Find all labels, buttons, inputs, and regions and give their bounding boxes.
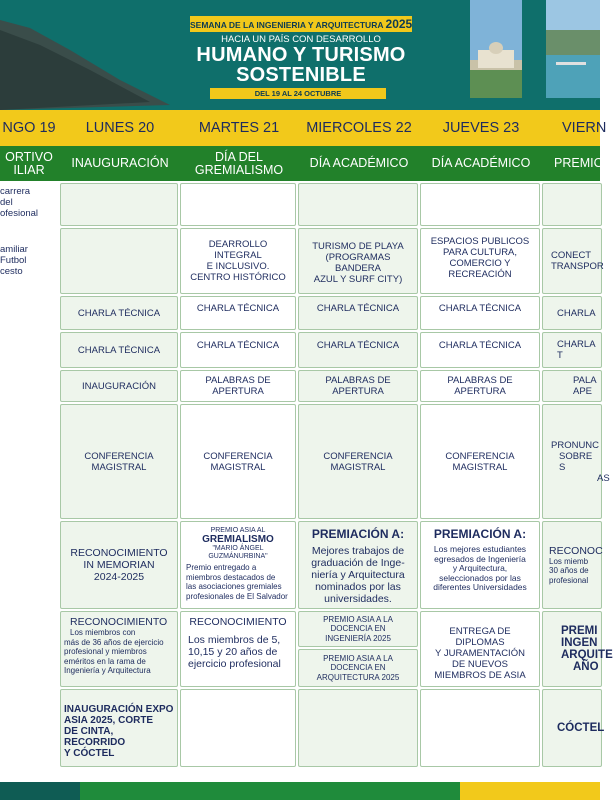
friday-charla-2: CHARLA T bbox=[542, 332, 602, 368]
thursday-charla-1: CHARLA TÉCNICA bbox=[420, 296, 540, 330]
wednesday-docencia-arquitectura: PREMIO ASIA A LA DOCENCIA EN ARQUITECTURA 2025 bbox=[298, 649, 418, 687]
sunday-row2: amiliar Futbol cesto bbox=[0, 244, 28, 277]
type-friday: PREMIC bbox=[554, 156, 603, 170]
sunday-row1: carrera del ofesional bbox=[0, 186, 39, 219]
wednesday-premiacion: PREMIACIÓN A: Mejores trabajos de graduación de Inge- niería y Arquitectura nominados por las universidades. bbox=[298, 521, 418, 609]
thursday-charla-2: CHARLA TÉCNICA bbox=[420, 332, 540, 368]
friday-palabras: PALA APE bbox=[542, 370, 602, 402]
days-bar bbox=[0, 110, 607, 146]
tuesday-row9-empty bbox=[180, 689, 296, 767]
event-tagline: SEMANA DE LA INGENIERIA Y ARQUITECTURA 2025 bbox=[190, 17, 413, 31]
tuesday-charla-1: CHARLA TÉCNICA bbox=[180, 296, 296, 330]
event-subtitle: HACIA UN PAÍS CON DESARROLLO bbox=[221, 34, 381, 45]
day-sunday: NGO 19 bbox=[2, 120, 56, 136]
tuesday-row1-empty bbox=[180, 183, 296, 226]
thursday-row9-empty bbox=[420, 689, 540, 767]
header-banner bbox=[0, 0, 600, 110]
day-tuesday: MARTES 21 bbox=[198, 120, 280, 136]
thursday-diplomas: ENTREGA DE DIPLOMAS Y JURAMENTACIÓN DE NUEVOS MIEMBROS DE ASIA bbox=[420, 611, 540, 687]
monday-conferencia: CONFERENCIA MAGISTRAL bbox=[60, 404, 178, 519]
footer-band-yellow bbox=[460, 782, 600, 800]
coastline-photo bbox=[546, 0, 600, 98]
monday-charla-1: CHARLA TÉCNICA bbox=[60, 296, 178, 330]
thursday-conferencia: CONFERENCIA MAGISTRAL bbox=[420, 404, 540, 519]
day-monday: LUNES 20 bbox=[85, 120, 155, 136]
type-sunday: ORTIVO ILIAR bbox=[5, 149, 53, 177]
wednesday-charla-1: CHARLA TÉCNICA bbox=[298, 296, 418, 330]
tuesday-palabras: PALABRAS DE APERTURA bbox=[180, 370, 296, 402]
friday-charla-1: CHARLA bbox=[542, 296, 602, 330]
wednesday-palabras: PALABRAS DE APERTURA bbox=[298, 370, 418, 402]
wednesday-docencia-ingenieria: PREMIO ASIA A LA DOCENCIA EN INGENIERÍA 2025 bbox=[298, 611, 418, 647]
wednesday-turismo-playa: TURISMO DE PLAYA (PROGRAMAS BANDERA AZUL Y SURF CITY) bbox=[298, 228, 418, 294]
type-monday: INAUGURACIÓN bbox=[71, 156, 169, 170]
friday-premio-ingenieria: PREMI INGEN ARQUITE AÑO bbox=[542, 611, 602, 687]
tuesday-reconocimiento: RECONOCIMIENTO Los miembros de 5, 10,15 y 20 años de ejercicio profesional bbox=[180, 611, 296, 687]
wednesday-row9-empty bbox=[298, 689, 418, 767]
wednesday-conferencia: CONFERENCIA MAGISTRAL bbox=[298, 404, 418, 519]
tuesday-centro-historico: DEARROLLO INTEGRAL E INCLUSIVO. CENTRO HISTÓRICO bbox=[180, 228, 296, 294]
tuesday-premio-gremialismo: PREMIO ASIA AL GREMIALISMO "MARIO ÁNGEL GUZMÁNURBINA" Premio entregado a miembros destacados de las asociaciones gremiales profesionales de El Salvador bbox=[180, 521, 296, 609]
monday-inauguracion: INAUGURACIÓN bbox=[60, 370, 178, 402]
type-thursday: DÍA ACADÉMICO bbox=[431, 156, 531, 170]
type-tuesday: DÍA DEL GREMIALISMO bbox=[194, 149, 284, 177]
monday-row1-empty bbox=[60, 183, 178, 226]
thursday-espacios-publicos: ESPACIOS PUBLICOS PARA CULTURA, COMERCIO Y RECREACIÓN bbox=[420, 228, 540, 294]
monday-row2-empty bbox=[60, 228, 178, 294]
day-friday: VIERN bbox=[562, 120, 607, 136]
day-wednesday: MIERCOLES 22 bbox=[306, 120, 412, 136]
monday-reconocimiento-36: RECONOCIMIENTO Los miembros con más de 36 años de ejercicio profesional y miembros eméritos en la rama de Ingeniería y Arquitectura bbox=[60, 611, 178, 687]
thursday-row1-empty bbox=[420, 183, 540, 226]
event-title-line2: SOSTENIBLE bbox=[236, 64, 366, 86]
friday-coctel: CÓCTEL bbox=[542, 689, 602, 767]
friday-row1-empty bbox=[542, 183, 602, 226]
tuesday-charla-2: CHARLA TÉCNICA bbox=[180, 332, 296, 368]
footer-band-green bbox=[80, 782, 460, 800]
monday-inauguracion-expo: INAUGURACIÓN EXPO ASIA 2025, CORTE DE CINTA, RECORRIDO Y CÓCTEL bbox=[60, 689, 178, 767]
tuesday-conferencia: CONFERENCIA MAGISTRAL bbox=[180, 404, 296, 519]
event-year: 2025 bbox=[385, 17, 413, 31]
volcano-illustration bbox=[0, 0, 170, 110]
national-palace-photo bbox=[470, 0, 522, 98]
wednesday-row1-empty bbox=[298, 183, 418, 226]
thursday-palabras: PALABRAS DE APERTURA bbox=[420, 370, 540, 402]
friday-pronunciamiento: PRONUNC SOBRE S AS bbox=[542, 404, 602, 519]
event-dates: DEL 19 AL 24 OCTUBRE bbox=[210, 88, 386, 99]
thursday-premiacion: PREMIACIÓN A: Los mejores estudiantes egresados de Ingeniería y Arquitectura, seleccionados por las diferentes Universidades bbox=[420, 521, 540, 609]
friday-reconocimiento: RECONOC Los miemb 30 años de profesional bbox=[542, 521, 602, 609]
wednesday-charla-2: CHARLA TÉCNICA bbox=[298, 332, 418, 368]
event-title-line1: HUMANO Y TURISMO bbox=[196, 44, 406, 66]
day-types-bar bbox=[0, 146, 603, 181]
monday-reconocimiento-memorian: RECONOCIMIENTO IN MEMORIAN 2024-2025 bbox=[60, 521, 178, 609]
monday-charla-2: CHARLA TÉCNICA bbox=[60, 332, 178, 368]
friday-conectividad: CONECT TRANSPOR bbox=[542, 228, 602, 294]
day-thursday: JUEVES 23 bbox=[442, 120, 520, 136]
type-wednesday: DÍA ACADÉMICO bbox=[309, 156, 409, 170]
